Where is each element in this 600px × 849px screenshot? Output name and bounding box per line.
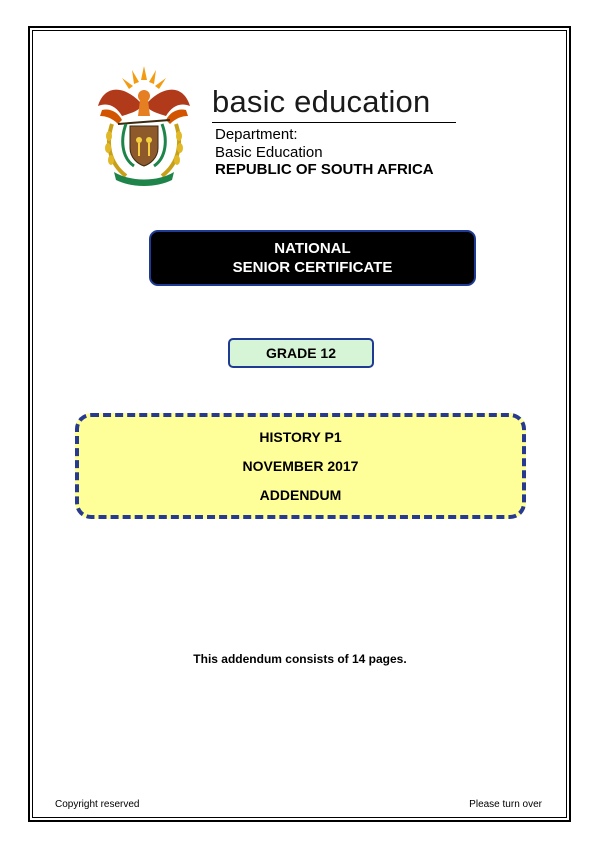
country-name: REPUBLIC OF SOUTH AFRICA (215, 161, 434, 178)
subject-panel (75, 413, 526, 519)
department-label: Department: (215, 126, 298, 143)
coat-of-arms-icon (92, 62, 196, 186)
certificate-banner (149, 230, 476, 286)
copyright-footer: Copyright reserved (55, 799, 140, 810)
page-count-note: This addendum consists of 14 pages. (193, 652, 407, 666)
document-type: ADDENDUM (259, 487, 342, 503)
brand-underline (212, 122, 456, 123)
brand-title: basic education (212, 84, 431, 119)
turn-over-footer: Please turn over (469, 799, 542, 810)
subject-title: HISTORY P1 (259, 429, 342, 445)
department-name: Basic Education (215, 144, 323, 161)
certificate-line2: SENIOR CERTIFICATE (232, 259, 393, 276)
certificate-line1: NATIONAL (274, 240, 351, 257)
exam-session: NOVEMBER 2017 (242, 458, 359, 474)
grade-label: GRADE 12 (265, 345, 337, 361)
grade-badge (228, 338, 374, 368)
